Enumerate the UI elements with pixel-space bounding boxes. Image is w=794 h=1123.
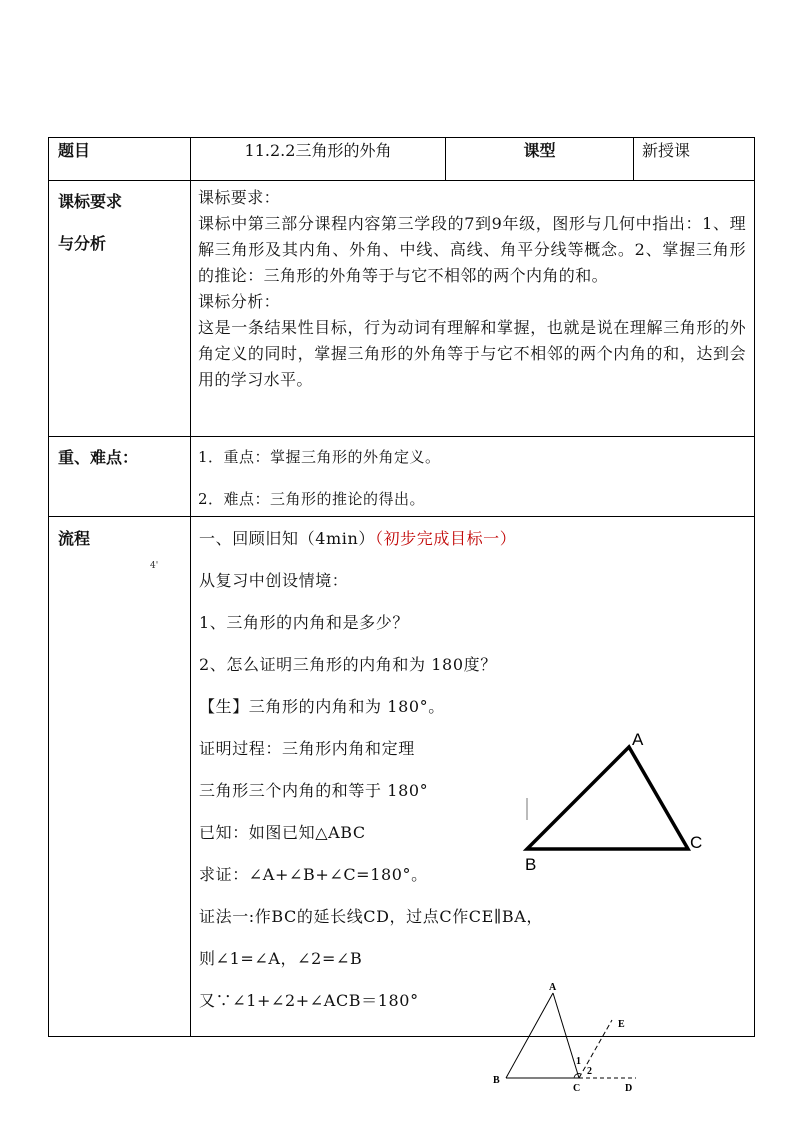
triangle-abc-figure	[515, 722, 715, 882]
proof-figure	[488, 978, 648, 1093]
topic-value: 11.2.2三角形的外角	[191, 138, 446, 181]
process-step1	[199, 526, 516, 549]
process-line: 求证：∠A+∠B+∠C=180°。	[199, 865, 428, 884]
analysis-text: 这是一条结果性目标，行为动词有理解和掌握，也就是说在理解三角形的外角定义的同时，掌握三角形的外角等于与它不相邻的两个内角的和，达到会用的学习水平。	[198, 318, 746, 389]
process-line: 从复习中创设情境：	[199, 571, 349, 590]
standards-label-line1: 课标要求	[58, 192, 123, 211]
process-line: 证明过程：三角形内角和定理	[199, 739, 415, 758]
process-label: 流程	[49, 517, 191, 1037]
fig2-b-label: B	[493, 1075, 500, 1086]
process-line: 1、三角形的内角和是多少？	[199, 613, 409, 632]
standards-label-line2: 与分析	[58, 234, 107, 253]
process-line: 三角形三个内角的和等于 180°	[199, 781, 429, 800]
fig2-a-label: A	[549, 982, 557, 993]
angle-2-label: 2	[587, 1066, 592, 1077]
vertex-a-label: A	[632, 730, 644, 749]
analysis-title: 课标分析：	[198, 292, 281, 311]
time-mark: 4'	[150, 561, 159, 571]
req-title: 课标要求：	[198, 188, 281, 207]
type-label: 课型	[446, 138, 634, 181]
vertex-b-label: B	[525, 855, 537, 874]
key-points-content	[191, 437, 755, 517]
step1-goal: （初步完成目标一）	[374, 529, 517, 548]
req-text: 课标中第三部分课程内容第三学段的7到9年级，图形与几何中指出：1、理解三角形及其内角、外角、中线、高线、角平分线等概念。2、掌握三角形的推论：三角形的外角等于与它不相邻的两个内角的和。	[198, 214, 746, 285]
process-line: 已知：如图已知△ABC	[199, 823, 366, 842]
parallel-ce	[579, 1020, 612, 1078]
side-ab	[506, 993, 553, 1078]
vertex-c-label: C	[690, 833, 703, 852]
fig2-c-label: C	[573, 1083, 581, 1093]
key-point-1: 1．重点：掌握三角形的外角定义。	[198, 448, 441, 466]
step1-text: 一、回顾旧知（4min）	[199, 529, 375, 548]
type-value: 新授课	[634, 138, 755, 181]
key-point-2: 2．难点：三角形的推论的得出。	[198, 490, 426, 508]
key-points-label: 重、难点：	[49, 437, 191, 517]
process-line: 证法一:作BC的延长线CD，过点C作CE∥BA，	[199, 907, 544, 926]
process-line: 则∠1=∠A，∠2=∠B	[199, 949, 363, 968]
process-line: 【生】三角形的内角和为 180°。	[199, 697, 445, 716]
standards-label	[49, 181, 191, 437]
process-line: 2、怎么证明三角形的内角和为 180度？	[199, 655, 497, 674]
triangle-abc	[527, 747, 688, 849]
lesson-plan-table	[48, 137, 755, 1037]
key-points-row	[49, 437, 755, 517]
angle-1-label: 1	[576, 1056, 581, 1067]
fig2-d-label: D	[625, 1083, 633, 1093]
process-line: 又∵∠1+∠2+∠ACB＝180°	[199, 991, 419, 1010]
fig2-e-label: E	[618, 1019, 625, 1030]
header-row	[49, 138, 755, 181]
standards-row	[49, 181, 755, 437]
standards-content	[191, 181, 755, 437]
topic-label: 题目	[49, 138, 191, 181]
